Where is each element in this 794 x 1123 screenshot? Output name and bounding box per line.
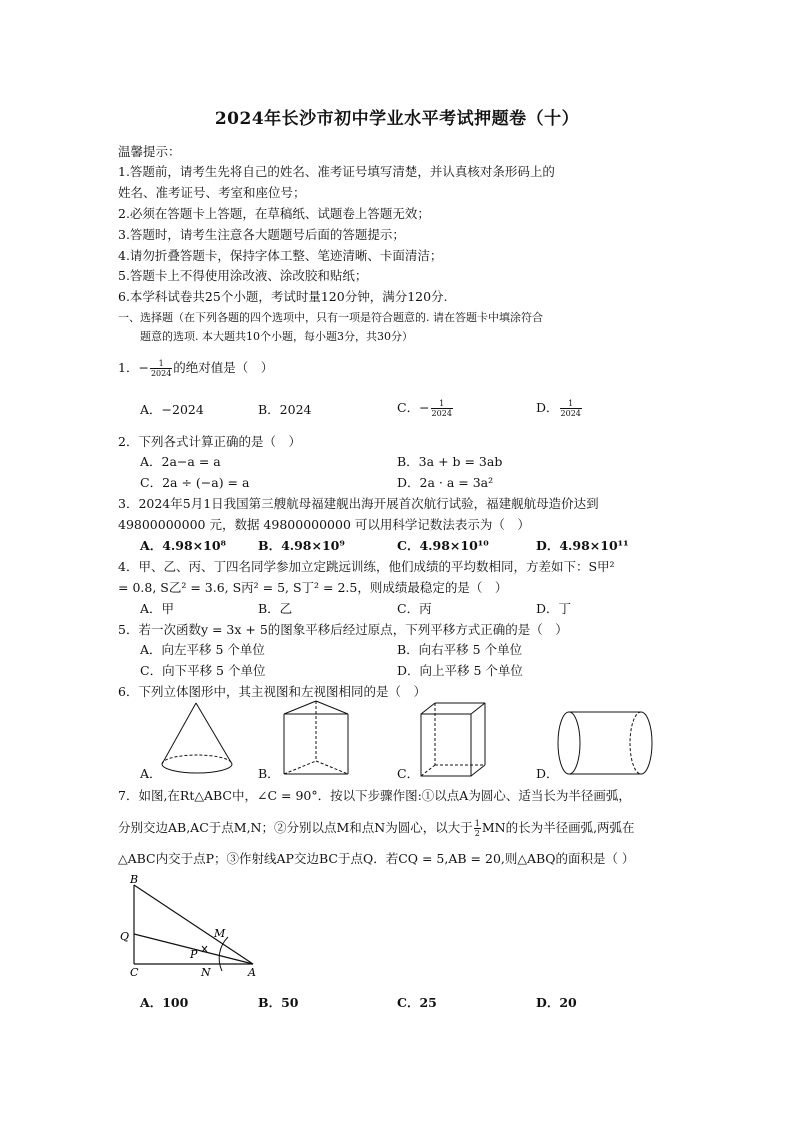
- q4-stem: 4．甲、乙、丙、丁四名同学参加立定跳远训练，他们成绩的平均数相同，方差如下：S甲²: [118, 559, 615, 574]
- q3-stem-cont: 49800000000 元，数据 49800000000 可以用科学记数法表示为（ ）: [118, 517, 530, 532]
- q2-option-c: C．2a ÷ (−a) = a: [140, 475, 250, 490]
- q3-stem: 3．2024年5月1日我国第三艘航母福建舰出海开展首次航行试验，福建舰航母造价达到: [118, 496, 599, 511]
- q6-option-c: C．: [397, 766, 420, 781]
- tip-line: 6.本学科试卷共25个小题，考试时量120分钟，满分120分.: [118, 289, 448, 304]
- q7-stem-cont2: △ABC内交于点P；③作射线AP交边BC于点Q．若CQ = 5,AB = 20,则△ABQ的面积是（ ）: [118, 851, 635, 866]
- q4-option-d: D．丁: [536, 601, 572, 616]
- q1-fraction: $\frac{1}{2024}$: [150, 359, 172, 378]
- q2-option-a: A．2a−a = a: [140, 454, 221, 469]
- cylinder-figure: [555, 708, 657, 778]
- q7-option-d: D．20: [536, 995, 577, 1010]
- tip-line: 姓名、准考证号、考室和座位号；: [118, 185, 306, 200]
- label-b: B: [130, 873, 139, 886]
- q6-stem: 6．下列立体图形中，其主视图和左视图相同的是（ ）: [118, 684, 426, 699]
- label-p: P: [190, 948, 198, 961]
- q5-option-c: C．向下平移 5 个单位: [140, 663, 266, 678]
- page-title: 2024年长沙市初中学业水平考试押题卷（十）: [214, 109, 580, 129]
- label-c: C: [130, 966, 139, 979]
- q2-option-b: B．3a + b = 3ab: [397, 454, 503, 469]
- q7-half-fraction: $\frac{1}{2}$: [474, 819, 480, 838]
- section-heading-cont: 题意的选项. 本大题共10个小题，每小题3分，共30分）: [140, 330, 413, 343]
- q3-option-a: A．4.98×10⁸: [140, 538, 226, 553]
- q7-option-b: B．50: [258, 995, 299, 1010]
- q6-option-d: D．: [536, 766, 559, 781]
- q3-option-c: C．4.98×10¹⁰: [397, 538, 489, 553]
- label-m: M: [214, 927, 226, 940]
- q6-option-a: A．: [140, 766, 162, 781]
- tip-line: 5.答题卡上不得使用涂改液、涂改胶和贴纸；: [118, 268, 368, 283]
- cuboid-figure: [418, 700, 490, 780]
- tip-line: 1.答题前，请考生先将自己的姓名、准考证号填写清楚，并认真核对条形码上的: [118, 164, 555, 179]
- tip-line: 2.必须在答题卡上答题，在草稿纸、试题卷上答题无效；: [118, 206, 430, 221]
- q7-stem-cont: 分别交边AB,AC于点M,N；②分别以点M和点N为圆心，以大于 $\frac{1}{2}$ MN的长为半径画弧,两弧在: [118, 819, 635, 838]
- tips-heading: 温馨提示：: [118, 144, 181, 159]
- q1-stem: 1．− $\frac{1}{2024}$ 的绝对值是（ ）: [118, 359, 274, 378]
- q4-option-c: C．丙: [397, 601, 432, 616]
- tip-line: 4.请勿折叠答题卡，保持字体工整、笔迹清晰、卡面清洁；: [118, 248, 443, 263]
- q2-stem: 2．下列各式计算正确的是（ ）: [118, 434, 301, 449]
- cone-figure: [158, 700, 238, 780]
- q1-option-b: B．2024: [258, 402, 312, 417]
- section-heading: 一、选择题（在下列各题的四个选项中，只有一项是符合题意的. 请在答题卡中填涂符合: [118, 311, 543, 324]
- q7-option-a: A．100: [140, 995, 189, 1010]
- q5-stem: 5．若一次函数y = 3x + 5的图象平移后经过原点，下列平移方式正确的是（ ）: [118, 622, 568, 637]
- q1-option-d: D． $\frac{1}{2024}$: [536, 399, 581, 418]
- q4-option-a: A．甲: [140, 601, 175, 616]
- label-n: N: [201, 966, 211, 979]
- q2-option-d: D．2a · a = 3a²: [397, 475, 494, 490]
- q6-option-b: B．: [258, 766, 280, 781]
- tip-line: 3.答题时，请考生注意各大题题号后面的答题提示；: [118, 227, 405, 242]
- label-a: A: [248, 966, 256, 979]
- q1-option-c: C．− $\frac{1}{2024}$: [397, 399, 452, 418]
- q3-option-d: D．4.98×10¹¹: [536, 538, 629, 553]
- q5-option-d: D．向上平移 5 个单位: [397, 663, 523, 678]
- label-q: Q: [120, 930, 130, 943]
- q4-stem-cont: = 0.8, S乙² = 3.6, S丙² = 5, S丁² = 2.5，则成绩最稳定的是（ ）: [118, 580, 508, 595]
- q4-option-b: B．乙: [258, 601, 293, 616]
- q1-option-a: A．−2024: [140, 402, 204, 417]
- q5-option-a: A．向左平移 5 个单位: [140, 642, 265, 657]
- q5-option-b: B．向右平移 5 个单位: [397, 642, 523, 657]
- q7-option-c: C．25: [397, 995, 437, 1010]
- triangular-prism-figure: [278, 698, 358, 780]
- q3-option-b: B．4.98×10⁹: [258, 538, 345, 553]
- q7-stem: 7．如图,在Rt△ABC中，∠C = 90°．按以下步骤作图:①以点A为圆心、适当长为半径画弧，: [118, 788, 631, 803]
- q7-triangle-figure: [114, 870, 264, 980]
